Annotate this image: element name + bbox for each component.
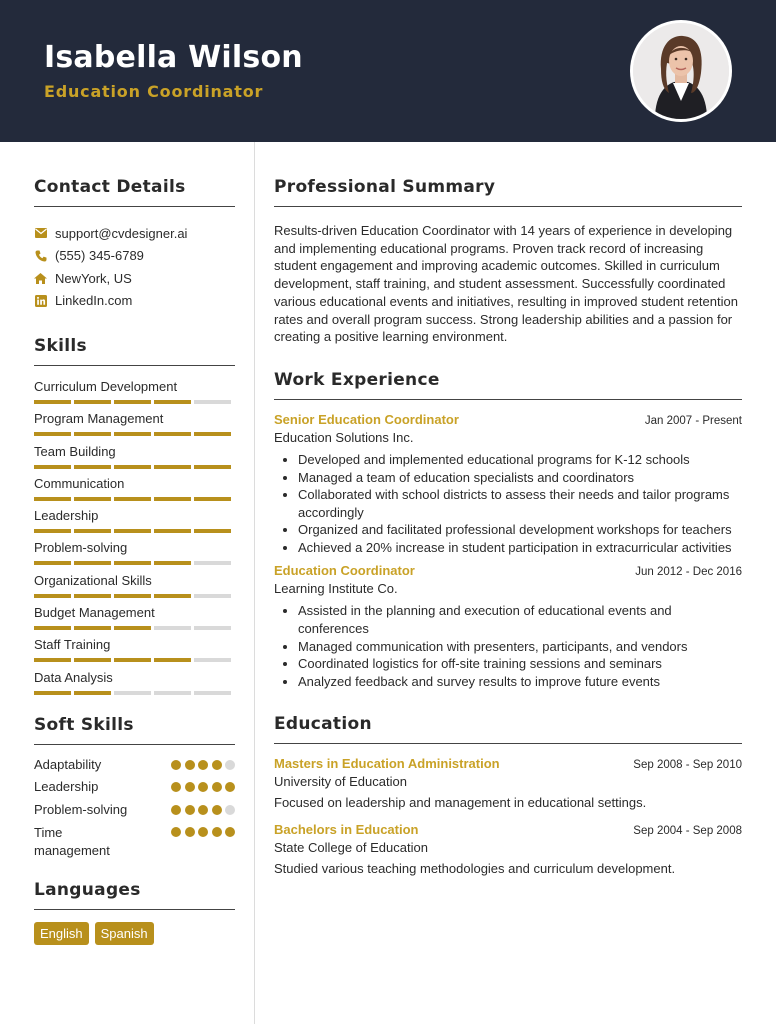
job-bullet: • Coordinated logistics for off-site training sessions and seminars bbox=[298, 655, 742, 673]
skill-level-segment bbox=[34, 626, 71, 630]
education-entry bbox=[274, 822, 742, 876]
skill-level-segment bbox=[114, 400, 151, 404]
education-dates: Sep 2008 - Sep 2010 bbox=[633, 759, 742, 772]
skill-level-segment bbox=[34, 400, 71, 404]
education-desc: Studied various teaching methodologies and curriculum development. bbox=[274, 861, 676, 877]
skill-level-segment bbox=[74, 626, 111, 630]
skill-item bbox=[34, 539, 235, 571]
skill-level-segment bbox=[154, 529, 191, 533]
contact-heading: Contact Details bbox=[34, 177, 235, 207]
skill-item bbox=[34, 378, 235, 410]
soft-skill-rating bbox=[171, 779, 235, 792]
skill-level-segment bbox=[114, 626, 151, 630]
degree-title: Masters in Education Administration bbox=[274, 756, 500, 772]
skill-item bbox=[34, 410, 235, 442]
skill-level-segment bbox=[74, 432, 111, 436]
education-entry bbox=[274, 756, 742, 810]
rating-dot bbox=[171, 827, 181, 837]
job-bullet: • Collaborated with school districts to assess their needs and tailor programs accordingly bbox=[298, 486, 742, 521]
skill-level-segment bbox=[34, 561, 71, 565]
summary-text: Results-driven Education Coordinator with 14 years of experience in developing and implementing educational programs. Proven track record of increasing student engagement and improving academic outcomes. Skilled in curriculum development, staff training, and student assessment. Successfully coordinated various educational events and initiatives, resulting in improved student retention rates and overall program success. Strong leadership abilities and a passion for creating a positive learning environment. bbox=[274, 223, 738, 345]
education-heading: Education bbox=[274, 714, 742, 744]
soft-skills-list bbox=[34, 757, 235, 861]
school-name: University of Education bbox=[274, 774, 407, 790]
job-bullet: • Analyzed feedback and survey results to improve future events bbox=[298, 673, 742, 691]
job-bullet: • Developed and implemented educational programs for K-12 schools bbox=[298, 451, 742, 469]
skill-name: Leadership bbox=[34, 508, 99, 524]
skill-name: Budget Management bbox=[34, 605, 155, 621]
skill-level-segment bbox=[74, 400, 111, 404]
soft-skill-row bbox=[34, 757, 235, 780]
soft-skill-name: Leadership bbox=[34, 779, 99, 795]
job-bullet: • Organized and facilitated professional development workshops for teachers bbox=[298, 521, 742, 539]
skill-level-bar bbox=[34, 432, 235, 436]
profile-photo bbox=[630, 20, 732, 122]
skills-heading: Skills bbox=[34, 336, 235, 366]
skill-item bbox=[34, 669, 235, 701]
skill-level-segment bbox=[74, 594, 111, 598]
skill-level-segment bbox=[114, 658, 151, 662]
skill-level-segment bbox=[194, 658, 231, 662]
contact-phone-text: (555) 345-6789 bbox=[55, 248, 144, 264]
rating-dot bbox=[212, 827, 222, 837]
soft-skill-rating bbox=[171, 757, 235, 770]
soft-skill-name: Problem-solving bbox=[34, 801, 128, 817]
job-bullet: • Achieved a 20% increase in student participation in extracurricular activities bbox=[298, 539, 742, 557]
skill-level-segment bbox=[74, 691, 111, 695]
summary-heading: Professional Summary bbox=[274, 177, 742, 207]
skill-name: Curriculum Development bbox=[34, 379, 178, 394]
skill-level-bar bbox=[34, 497, 235, 501]
contact-phone[interactable] bbox=[34, 245, 235, 268]
contact-location bbox=[34, 267, 235, 290]
rating-dot bbox=[198, 805, 208, 815]
skill-level-segment bbox=[34, 432, 71, 436]
skill-level-segment bbox=[154, 432, 191, 436]
soft-skill-rating bbox=[171, 802, 235, 815]
skill-level-segment bbox=[114, 529, 151, 533]
job-bullet: • Managed communication with presenters, participants, and vendors bbox=[298, 638, 742, 656]
skill-level-segment bbox=[114, 691, 151, 695]
skill-item bbox=[34, 443, 235, 475]
skill-level-bar bbox=[34, 561, 235, 565]
skill-item bbox=[34, 636, 235, 668]
rating-dot bbox=[212, 805, 222, 815]
rating-dot bbox=[225, 827, 235, 837]
skill-name: Organizational Skills bbox=[34, 572, 152, 588]
soft-skill-row bbox=[34, 802, 235, 825]
skill-level-segment bbox=[74, 497, 111, 501]
school-name: State College of Education bbox=[274, 840, 428, 856]
job-entry bbox=[274, 563, 742, 690]
skill-level-bar bbox=[34, 465, 235, 469]
rating-dot bbox=[171, 805, 181, 815]
skill-level-bar bbox=[34, 691, 235, 695]
rating-dot bbox=[212, 760, 222, 770]
skill-level-segment bbox=[194, 626, 231, 630]
skill-level-segment bbox=[194, 497, 231, 501]
profile-portrait-image bbox=[633, 23, 729, 119]
education-dates: Sep 2004 - Sep 2008 bbox=[633, 825, 742, 838]
resume-header bbox=[0, 0, 776, 142]
skill-level-segment bbox=[34, 594, 71, 598]
skill-level-segment bbox=[114, 465, 151, 469]
candidate-title: Education Coordinator bbox=[44, 82, 264, 101]
skill-name: Staff Training bbox=[34, 637, 111, 653]
job-bullet: • Assisted in the planning and execution of educational events and conferences bbox=[298, 602, 742, 637]
column-divider bbox=[254, 142, 255, 1024]
skill-level-segment bbox=[154, 465, 191, 469]
contact-email[interactable] bbox=[34, 222, 235, 245]
skill-level-segment bbox=[114, 432, 151, 436]
skill-level-segment bbox=[74, 465, 111, 469]
skill-level-segment bbox=[154, 626, 191, 630]
rating-dot bbox=[198, 827, 208, 837]
skill-level-segment bbox=[194, 594, 231, 598]
contact-list bbox=[34, 222, 235, 312]
job-title: Education Coordinator bbox=[274, 563, 415, 579]
contact-linkedin-text: LinkedIn.com bbox=[55, 293, 133, 309]
language-badge: English bbox=[34, 922, 89, 945]
education-desc: Focused on leadership and management in educational settings. bbox=[274, 795, 647, 811]
skill-level-segment bbox=[34, 658, 71, 662]
envelope-icon bbox=[34, 227, 47, 240]
skill-level-segment bbox=[74, 529, 111, 533]
degree-title: Bachelors in Education bbox=[274, 822, 419, 838]
job-dates: Jan 2007 - Present bbox=[644, 414, 742, 427]
soft-skill-name: Adaptability bbox=[34, 756, 102, 772]
skill-level-segment bbox=[34, 497, 71, 501]
soft-skill-row bbox=[34, 824, 235, 860]
skill-level-bar bbox=[34, 626, 235, 630]
soft-skill-name: Time management bbox=[34, 825, 110, 858]
languages-list bbox=[34, 922, 235, 945]
skill-level-segment bbox=[114, 497, 151, 501]
skill-item bbox=[34, 507, 235, 539]
skill-level-segment bbox=[154, 497, 191, 501]
job-bullet: • Managed a team of education specialists and coordinators bbox=[298, 469, 742, 487]
skill-name: Team Building bbox=[34, 443, 116, 459]
skill-name: Communication bbox=[34, 475, 125, 491]
candidate-name: Isabella Wilson bbox=[44, 40, 303, 75]
skill-name: Problem-solving bbox=[34, 540, 128, 556]
skill-level-segment bbox=[114, 594, 151, 598]
rating-dot bbox=[198, 782, 208, 792]
contact-linkedin[interactable] bbox=[34, 290, 235, 313]
job-bullets bbox=[274, 602, 742, 690]
skill-level-segment bbox=[194, 529, 231, 533]
skill-level-segment bbox=[194, 561, 231, 565]
skill-level-bar bbox=[34, 594, 235, 598]
rating-dot bbox=[171, 760, 181, 770]
sidebar bbox=[34, 142, 235, 945]
soft-skills-heading: Soft Skills bbox=[34, 715, 235, 745]
soft-skill-rating bbox=[171, 824, 235, 837]
linkedin-icon bbox=[34, 294, 47, 307]
skill-level-segment bbox=[194, 400, 231, 404]
rating-dot bbox=[225, 805, 235, 815]
skill-level-segment bbox=[194, 465, 231, 469]
skill-level-segment bbox=[34, 529, 71, 533]
rating-dot bbox=[225, 782, 235, 792]
phone-icon bbox=[34, 249, 47, 262]
rating-dot bbox=[185, 805, 195, 815]
skill-level-segment bbox=[74, 658, 111, 662]
job-company: Learning Institute Co. bbox=[274, 581, 398, 597]
rating-dot bbox=[225, 760, 235, 770]
contact-location-text: NewYork, US bbox=[55, 270, 132, 286]
skill-level-segment bbox=[34, 465, 71, 469]
skill-item bbox=[34, 475, 235, 507]
job-title: Senior Education Coordinator bbox=[274, 411, 459, 427]
skill-level-segment bbox=[154, 400, 191, 404]
skill-level-segment bbox=[194, 691, 231, 695]
skill-level-segment bbox=[194, 432, 231, 436]
skill-name: Data Analysis bbox=[34, 669, 113, 685]
job-company: Education Solutions Inc. bbox=[274, 429, 414, 445]
skill-level-segment bbox=[114, 561, 151, 565]
rating-dot bbox=[185, 827, 195, 837]
skill-level-bar bbox=[34, 658, 235, 662]
job-entry bbox=[274, 412, 742, 557]
main-content bbox=[274, 142, 742, 876]
work-heading: Work Experience bbox=[274, 370, 742, 400]
job-bullets bbox=[274, 451, 742, 557]
skill-name: Program Management bbox=[34, 411, 164, 427]
skill-level-segment bbox=[154, 658, 191, 662]
skill-level-segment bbox=[34, 691, 71, 695]
skill-item bbox=[34, 604, 235, 636]
skills-list bbox=[34, 378, 235, 701]
rating-dot bbox=[185, 782, 195, 792]
skill-level-segment bbox=[154, 561, 191, 565]
job-dates: Jun 2012 - Dec 2016 bbox=[635, 566, 742, 579]
skill-level-bar bbox=[34, 529, 235, 533]
skill-level-segment bbox=[154, 691, 191, 695]
contact-email-text: support@cvdesigner.ai bbox=[55, 225, 188, 241]
skill-item bbox=[34, 572, 235, 604]
skill-level-segment bbox=[154, 594, 191, 598]
rating-dot bbox=[185, 760, 195, 770]
rating-dot bbox=[212, 782, 222, 792]
soft-skill-row bbox=[34, 779, 235, 802]
rating-dot bbox=[171, 782, 181, 792]
language-badge: Spanish bbox=[95, 922, 154, 945]
rating-dot bbox=[198, 760, 208, 770]
skill-level-bar bbox=[34, 400, 235, 404]
skill-level-segment bbox=[74, 561, 111, 565]
home-icon bbox=[34, 272, 47, 285]
languages-heading: Languages bbox=[34, 880, 235, 910]
